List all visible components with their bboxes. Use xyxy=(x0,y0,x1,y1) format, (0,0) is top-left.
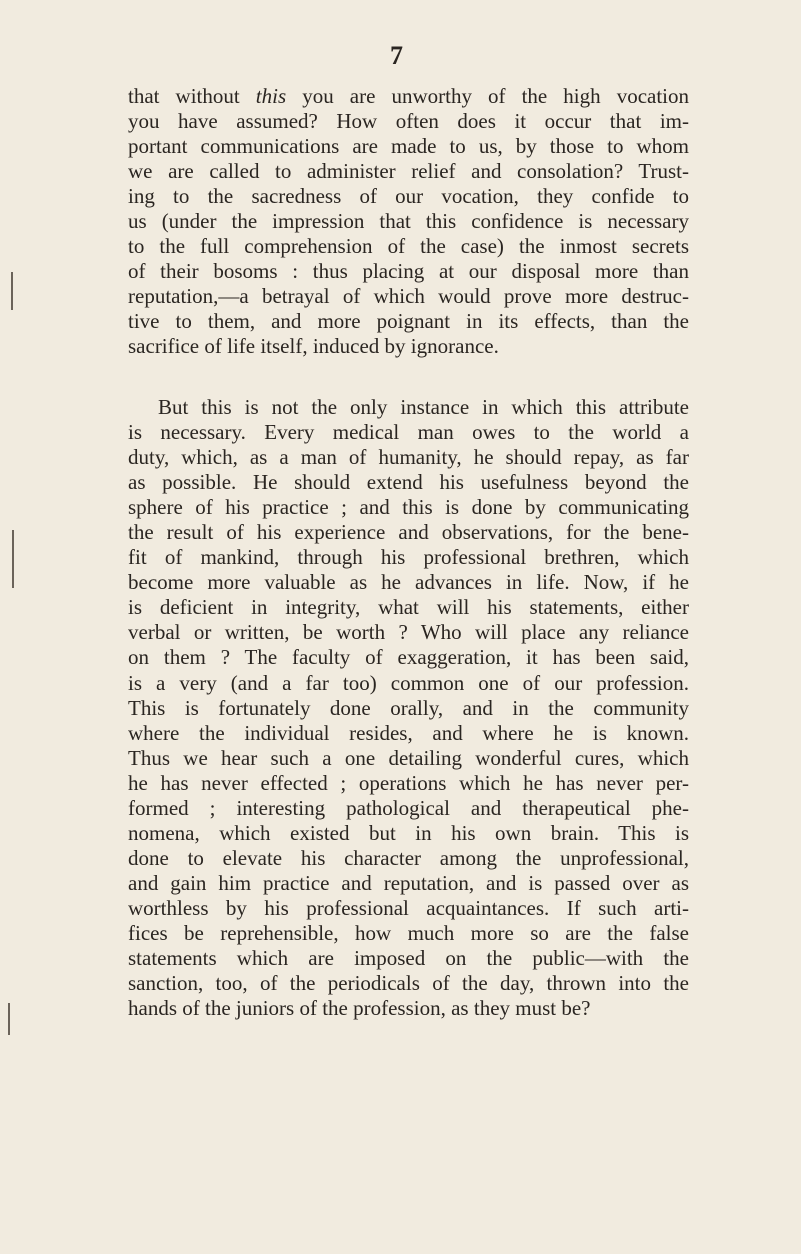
text-line: fices be reprehensible, how much more so are the false xyxy=(128,920,689,945)
margin-mark xyxy=(11,272,13,310)
text-line: tive to them, and more poignant in its effects, than the xyxy=(128,309,689,334)
text-line: fit of mankind, through his professional brethren, which xyxy=(128,545,689,570)
text-line: you have assumed? How often does it occur that im- xyxy=(128,109,689,134)
text-line: we are called to administer relief and consolation? Trust- xyxy=(128,159,689,184)
text-line: on them ? The faculty of exaggeration, it has been said, xyxy=(128,645,689,670)
text-line: formed ; interesting pathological and therapeutical phe- xyxy=(128,795,689,820)
text-line: sanction, too, of the periodicals of the day, thrown into the xyxy=(128,971,689,996)
text-line: verbal or written, be worth ? Who will place any reliance xyxy=(128,620,689,645)
paragraph-2 xyxy=(128,395,689,1021)
text-line: is deficient in integrity, what will his statements, either xyxy=(128,595,689,620)
text-line: us (under the impression that this confidence is necessary xyxy=(128,209,689,234)
emphasized-word: this xyxy=(255,84,287,108)
text-line: reputation,—a betrayal of which would prove more destruc- xyxy=(128,284,689,309)
text-line: ing to the sacredness of our vocation, they confide to xyxy=(128,184,689,209)
text-line: become more valuable as he advances in life. Now, if he xyxy=(128,570,689,595)
text-line: done to elevate his character among the unprofessional, xyxy=(128,845,689,870)
text-line: This is fortunately done orally, and in the community xyxy=(128,695,689,720)
text-run: that without xyxy=(128,84,256,108)
text-line: as possible. He should extend his usefulness beyond the xyxy=(128,470,689,495)
text-line: But this is not the only instance in which this attribute xyxy=(158,395,689,419)
text-line: the result of his experience and observations, for the bene- xyxy=(128,520,689,545)
text-line: hands of the juniors of the profession, as they must be? xyxy=(128,996,591,1021)
text-line: of their bosoms : thus placing at our disposal more than xyxy=(128,259,689,284)
paragraph-1 xyxy=(128,84,689,360)
text-line: sacrifice of life itself, induced by ignorance. xyxy=(128,334,499,359)
text-line: portant communications are made to us, by those to whom xyxy=(128,134,689,159)
margin-mark xyxy=(8,1003,10,1035)
text-line xyxy=(128,84,689,109)
text-line: sphere of his practice ; and this is done by communicating xyxy=(128,495,689,520)
text-line: where the individual resides, and where he is known. xyxy=(128,720,689,745)
text-line: statements which are imposed on the public—with the xyxy=(128,946,689,971)
text-line: and gain him practice and reputation, and is passed over as xyxy=(128,870,689,895)
text-line: is a very (and a far too) common one of our profession. xyxy=(128,670,689,695)
page-number: 7 xyxy=(390,41,403,70)
text-line: worthless by his professional acquaintances. If such arti- xyxy=(128,895,689,920)
text-line: he has never effected ; operations which he has never per- xyxy=(128,770,689,795)
text-line: is necessary. Every medical man owes to the world a xyxy=(128,420,689,445)
margin-mark xyxy=(12,530,14,588)
text-line: duty, which, as a man of humanity, he should repay, as far xyxy=(128,445,689,470)
text-run: you are unworthy of the high vocation xyxy=(286,84,689,108)
text-line: nomena, which existed but in his own brain. This is xyxy=(128,820,689,845)
text-line: to the full comprehension of the case) the inmost secrets xyxy=(128,234,689,259)
text-line: Thus we hear such a one detailing wonderful cures, which xyxy=(128,745,689,770)
